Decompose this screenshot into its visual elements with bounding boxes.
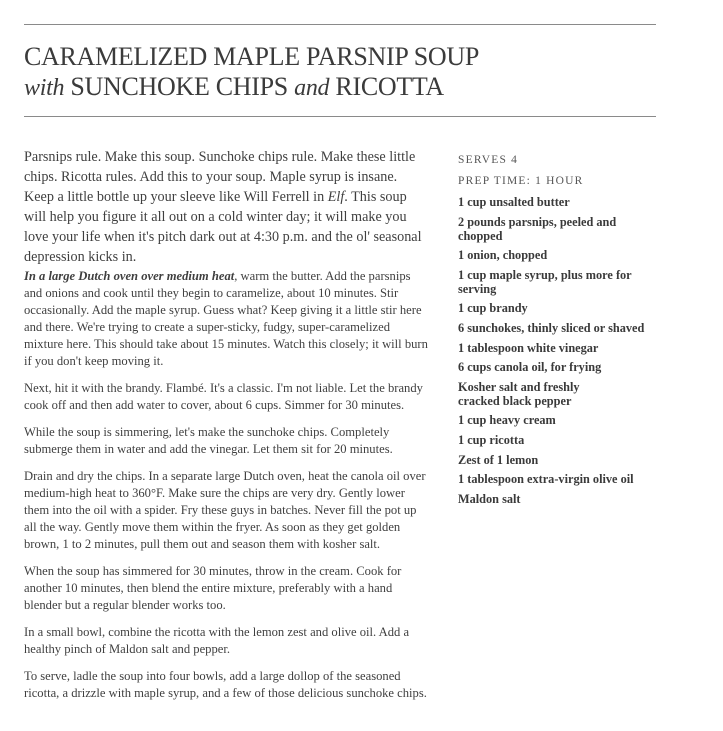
ingredient-item: 1 tablespoon extra-virgin olive oil xyxy=(458,472,634,487)
ingredients-list xyxy=(458,195,698,506)
method-step-1 xyxy=(24,268,429,370)
ingredient-item: 1 cup ricotta xyxy=(458,432,525,447)
top-divider xyxy=(24,24,656,25)
serves-label: SERVES 4 xyxy=(458,154,519,166)
ingredients-sidebar xyxy=(458,153,698,511)
intro-paragraph xyxy=(24,147,424,267)
ingredient-item: 1 cup brandy xyxy=(458,301,528,316)
ingredient-item: 1 cup maple syrup, plus more for serving xyxy=(458,267,632,296)
ingredient-item: Maldon salt xyxy=(458,491,521,506)
method-step-2: Next, hit it with the brandy. Flambé. It's a classic. I'm not liable. Let the brandy cook off and then add water to cover, about 6 cups. Simmer for 30 minutes. xyxy=(24,381,423,412)
method-step-3: While the soup is simmering, let's make the sunchoke chips. Completely submerge them in water and add the vinegar. Let them sit for 20 minutes. xyxy=(24,425,393,456)
title-line-1: CARAMELIZED MAPLE PARSNIP SOUP xyxy=(24,42,479,71)
ingredient-item: 2 pounds parsnips, peeled and chopped xyxy=(458,214,617,243)
method-step-6: In a small bowl, combine the ricotta with the lemon zest and olive oil. Add a healthy pinch of Maldon salt and pepper. xyxy=(24,625,410,656)
ingredient-item: 1 cup heavy cream xyxy=(458,413,556,428)
title-part-2: RICOTTA xyxy=(329,72,444,101)
ingredient-item: 1 cup unsalted butter xyxy=(458,195,570,209)
method-step-7: To serve, ladle the soup into four bowls, add a large dollop of the seasoned ricotta, a drizzle with maple syrup, and a few of those delicious sunchoke chips. xyxy=(24,669,427,700)
title-part-1: SUNCHOKE CHIPS xyxy=(64,72,295,101)
method-step-5: When the soup has simmered for 30 minutes, throw in the cream. Cook for another 10 minutes, then blend the entire mixture, preferably with a hand blender but a regular blender works too. xyxy=(24,564,402,612)
prep-time-label: PREP TIME: 1 HOUR xyxy=(458,175,584,187)
method-step-1-text: , warm the butter. Add the parsnips and onions and cook until they begin to caramelize, about 10 minutes. Stir occasionally. Add the maple syrup. Guess what? Keep giving it a little stir here and there. We're trying to create a super-sticky, fudgy, super-caramelized mixture here. This should take about 15 minutes. Watch this closely; it will burn if you don't keep moving it. xyxy=(24,269,428,368)
method-step-4: Drain and dry the chips. In a separate large Dutch oven, heat the canola oil over medium-high heat to 360°F. Make sure the chips are very dry. Gently lower them into the oil with a spider. Fry these guys in batches. Never fill the pot up all the way. Gently move them within the fryer. As soon as they get golden brown, 1 to 2 minutes, pull them out and season them with kosher salt. xyxy=(24,469,426,551)
ingredient-item: 1 tablespoon white vinegar xyxy=(458,340,599,355)
intro-film-title: Elf xyxy=(327,189,345,205)
method-section xyxy=(24,268,429,712)
intro-text-b: . This soup will help you figure it all out on a cold winter day; it will make you love your life when it's pitch dark out at 4:30 p.m. and the ol' seasonal depression kicks in. xyxy=(24,189,422,265)
title-line-2 xyxy=(24,72,444,101)
ingredient-item: 6 cups canola oil, for frying xyxy=(458,360,602,375)
ingredient-item: Zest of 1 lemon xyxy=(458,452,539,467)
intro-text-a: Parsnips rule. Make this soup. Sunchoke chips rule. Make these little chips. Ricotta rules. Add this to your soup. Maple syrup is insane. Keep a little bottle up your sleeve like Will Ferrell in xyxy=(24,149,416,205)
ingredient-item: 1 onion, chopped xyxy=(458,248,548,263)
ingredient-item: 6 sunchokes, thinly sliced or shaved xyxy=(458,320,645,335)
title-and: and xyxy=(294,75,330,101)
title-with: with xyxy=(24,75,65,101)
ingredient-item: Kosher salt and freshly cracked black pepper xyxy=(458,379,580,408)
bottom-divider xyxy=(24,116,656,117)
method-step-1-lead: In a large Dutch oven over medium heat xyxy=(24,269,235,283)
recipe-title xyxy=(24,42,479,103)
